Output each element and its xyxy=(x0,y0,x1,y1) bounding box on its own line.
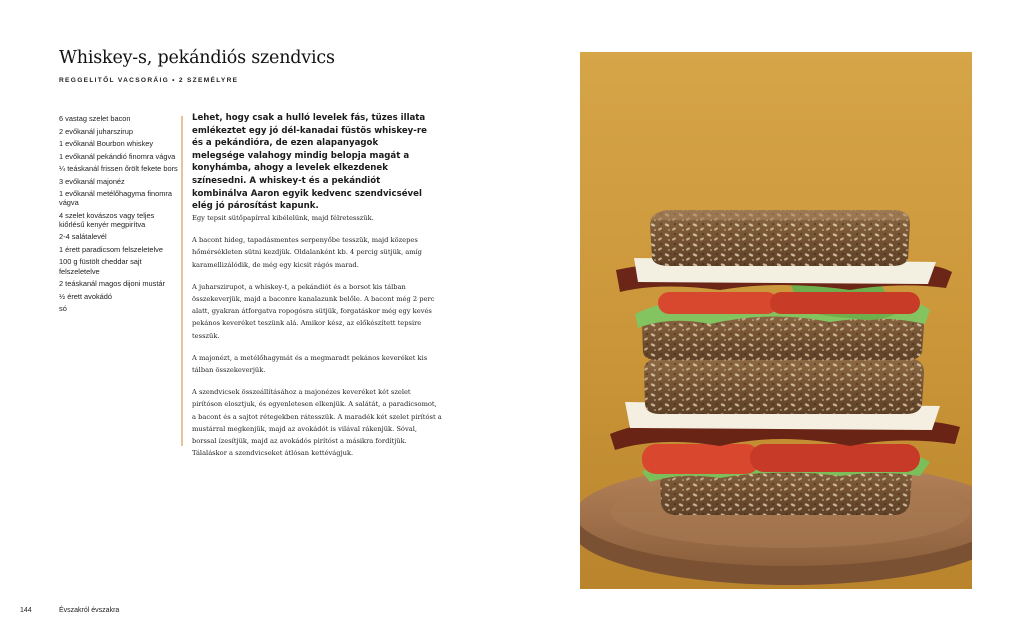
method-step: A bacont hideg, tapadásmentes serpenyőbe tesszük, majd közepes hőmérsékleten sütni kezdjük. Oldalanként kb. 4 percig sütjük, amíg karamellizálódik, de még egy kicsit rágós marad. xyxy=(192,236,422,269)
ingredient-item: 1 evőkanál Bourbon whiskey xyxy=(59,139,154,148)
method-steps xyxy=(192,212,442,469)
sandwich-photo xyxy=(580,52,972,589)
ingredient-item: 2 evőkanál juharszirup xyxy=(59,126,133,136)
ingredient-item: 2-4 salátalevél xyxy=(59,232,107,242)
recipe-title: Whiskey-s, pekándiós szendvics xyxy=(59,48,335,68)
ingredient-item: ½ érett avokádó xyxy=(59,291,113,301)
intro-divider xyxy=(181,116,183,446)
ingredient-item: só xyxy=(59,304,67,314)
ingredient-item: 100 g füstölt cheddar sajt felszeletelve xyxy=(59,257,142,276)
recipe-subtitle: REGGELITŐL VACSORÁIG • 2 SZEMÉLYRE xyxy=(59,77,239,84)
method-step: Egy tepsit sütőpapírral kibélelünk, majd félretesszük. xyxy=(192,214,374,222)
sandwich-illustration xyxy=(580,52,972,589)
ingredient-item: 1 evőkanál pekándió finomra vágva xyxy=(59,151,176,161)
ingredient-item: 6 vastag szelet bacon xyxy=(59,114,131,123)
method-step: A majonézt, a metélőhagymát és a megmaradt pekános keveréket kis tálban összekeverjük. xyxy=(192,353,428,375)
page-number: 144 xyxy=(20,607,32,614)
book-title: Évszakról évszakra xyxy=(59,607,120,614)
ingredient-item: 2 teáskanál magos dijoni mustár xyxy=(59,279,165,289)
method-step: A szendvicsek összeállításához a majonézes keveréket két szelet pirítóson elosztjuk, és egyenletesen elkenjük. A salátát, a paradicsomot, a bacont és a sajtot rétegekben rátesszük. A maradék két szelet pirítóst a mustárral megkenjük, majd az avokádót is vilával rákenjük. Sóval, borssal ízesítjük, majd az avokádós pirítóst a másikra fordítjük. Tálaláskor a szendvicseket átlósan kettévágjuk. xyxy=(192,388,442,458)
ingredient-item: 1 érett paradicsom felszeletelve xyxy=(59,244,163,254)
ingredient-item: 3 evőkanál majonéz xyxy=(59,176,125,186)
ingredient-list xyxy=(59,114,181,317)
recipe-intro: Lehet, hogy csak a hulló levelek fás, tüzes illata emlékeztet egy jó dél-kanadai füstös whiskey-re és a pekándióra, de ezen alapanyagok melegsége valahogy mindig belopja magát a konyhámba, ahogy a levelek elkezdenek színesedni. A whiskey-t és a pekándiót kombinálva Aaron egyik kedvenc szendvicsével elég jó párosítást kapunk. xyxy=(192,113,427,212)
ingredient-item: ¼ teáskanál frissen őrölt fekete bors xyxy=(59,164,178,173)
ingredient-item: 1 evőkanál metélőhagyma finomra vágva xyxy=(59,189,172,208)
ingredient-item: 4 szelet kovászos vagy teljes kiőrlésű kenyér megpirítva xyxy=(59,210,155,229)
method-step: A juharszirupot, a whiskey-t, a pekándiót és a borsot kis tálban összekeverjük, majd a baconre kanalazunk belőle. A bacont még 2 perc alatt, gyakran átforgatva ropogósra sütjük, forgatáskor még egy kevés pekános keveréket teszünk alá. Amikor kész, az előkészített tepsire tesszük. xyxy=(192,282,435,340)
